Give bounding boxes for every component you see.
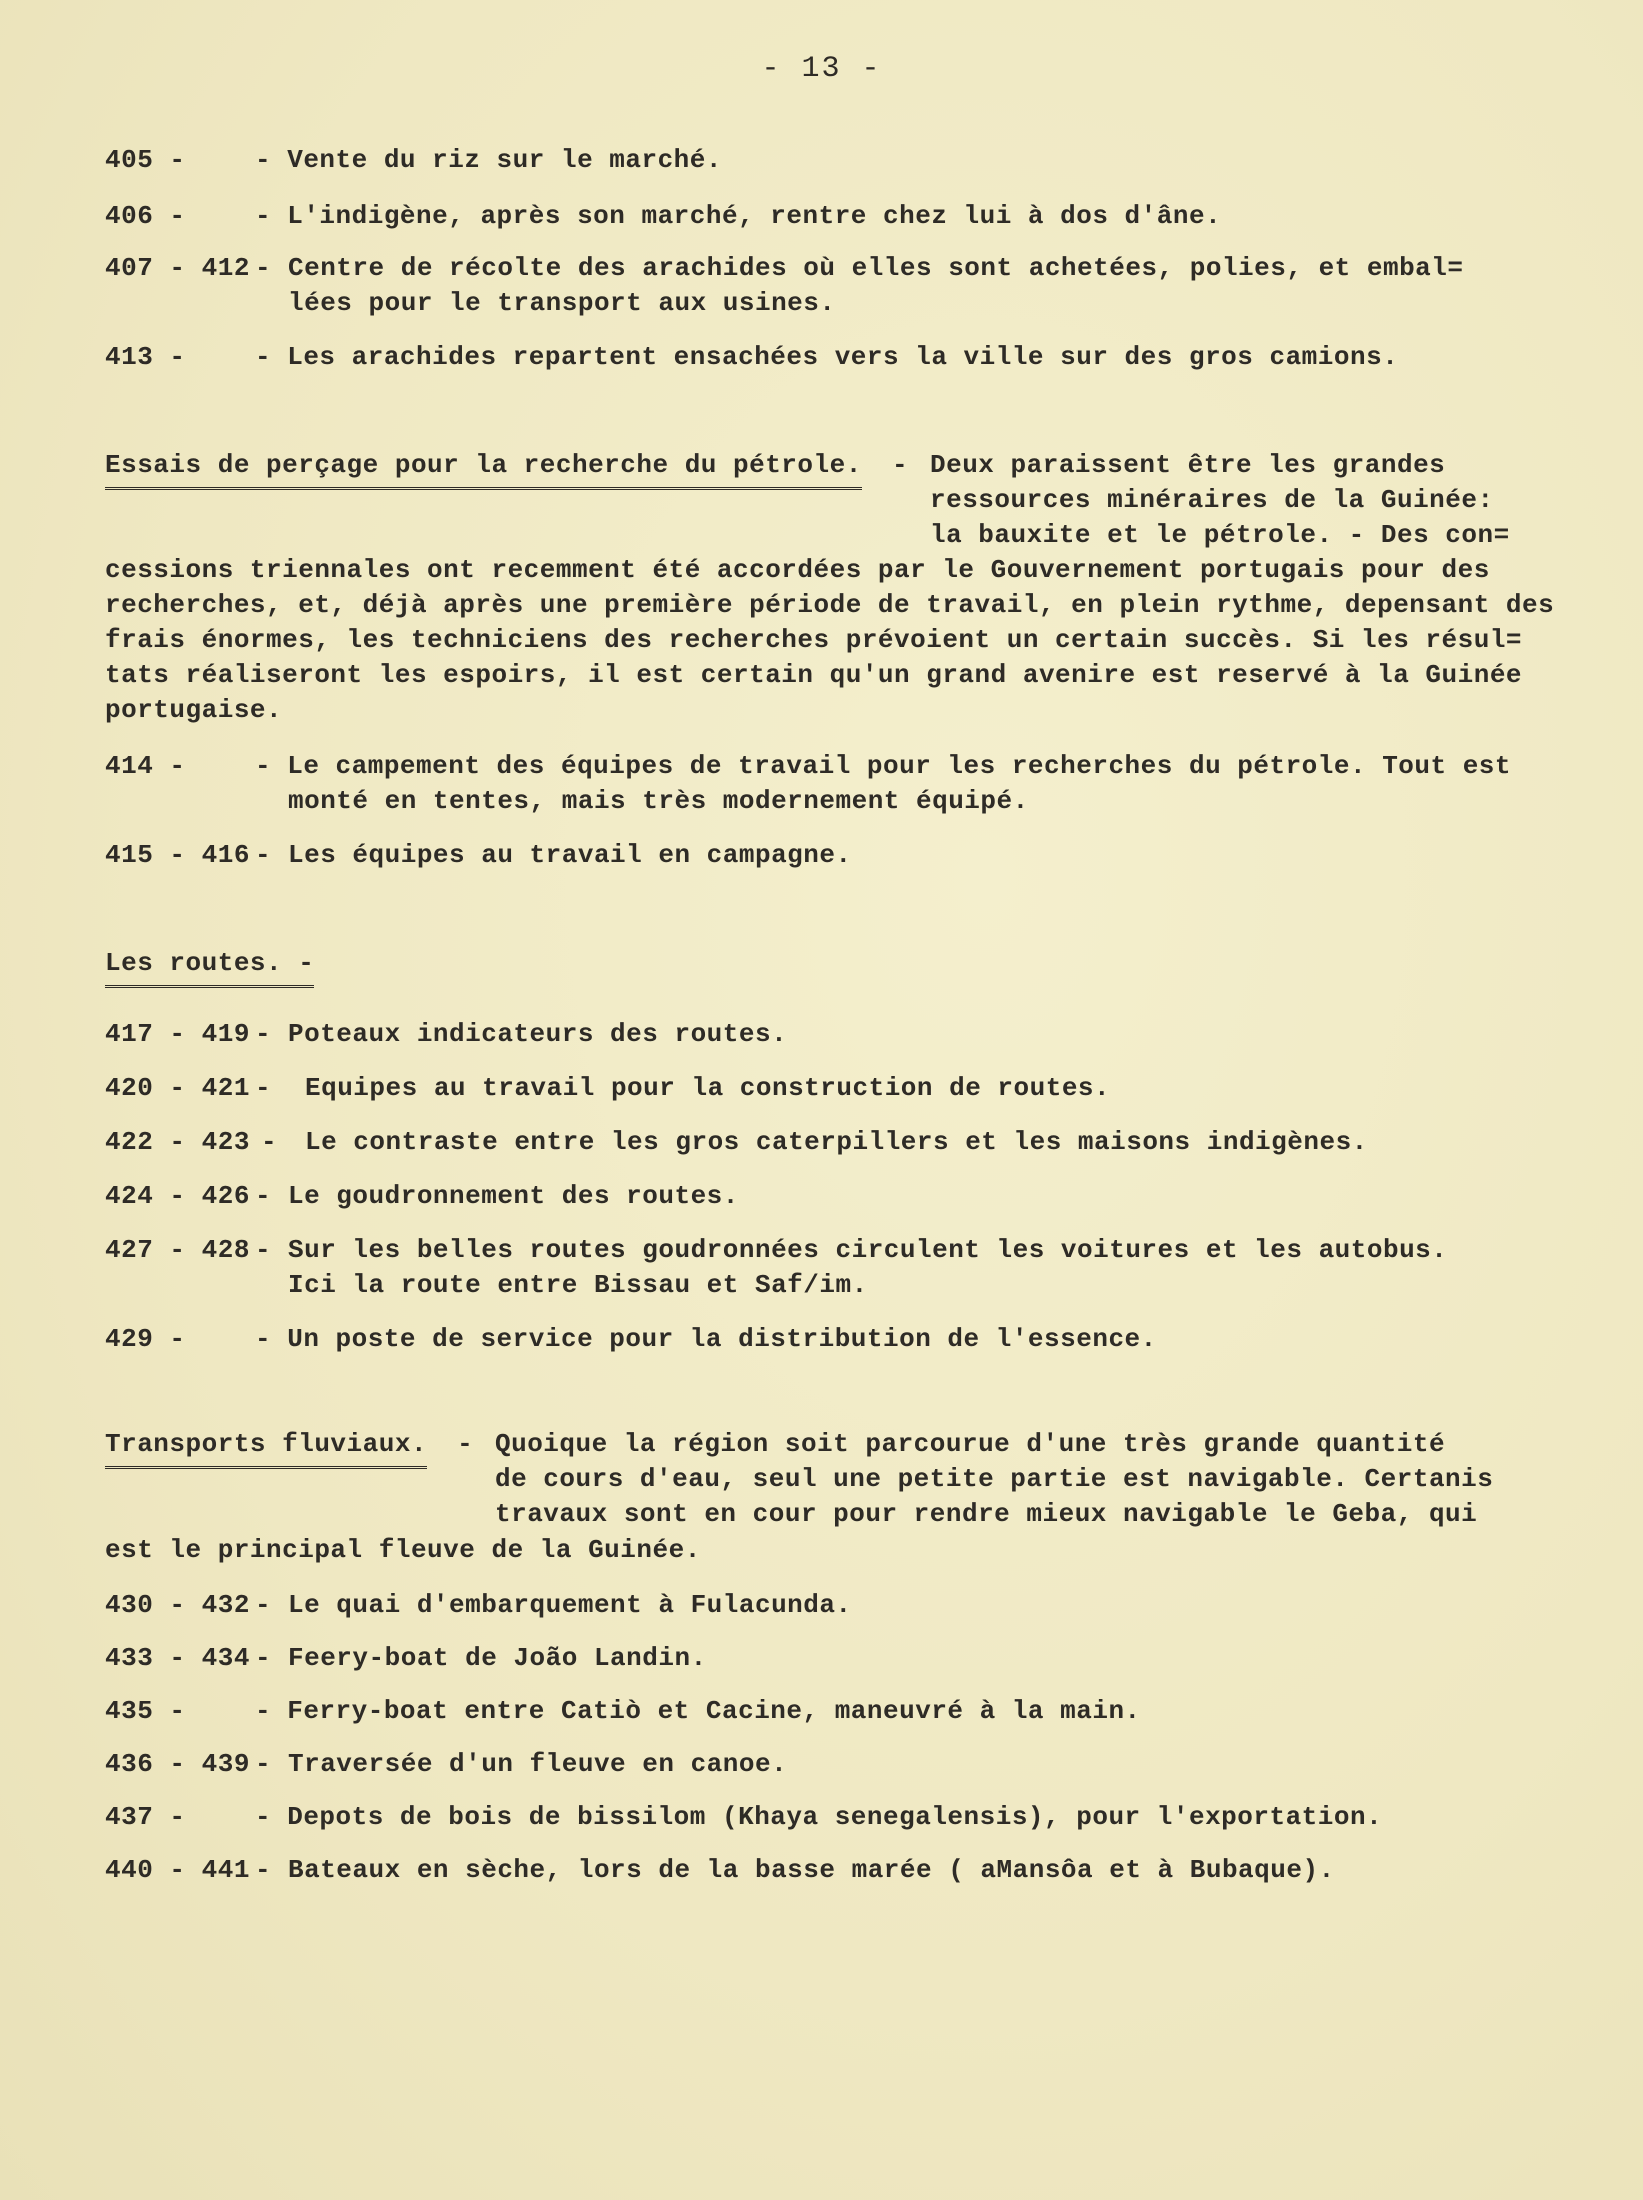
entry-text: Les équipes au travail en campagne.: [288, 840, 852, 870]
entry-number: 420 - 421: [105, 1073, 250, 1103]
list-item: [105, 838, 1525, 918]
list-item: [105, 1233, 1525, 1313]
section-title: Les routes. -: [105, 946, 314, 988]
paragraph-line: Quoique la région soit parcourue d'une très grande quantité: [495, 1429, 1446, 1459]
list-item: [105, 340, 1525, 420]
entry-dash: -: [255, 1643, 272, 1673]
entry-dash: -: [255, 1590, 272, 1620]
list-item: [105, 1853, 1525, 1933]
entry-number: 417 - 419: [105, 1019, 250, 1049]
entry-text-continued: Ici la route entre Bissau et Saf/im.: [288, 1270, 868, 1300]
section-heading-fluviaux: [105, 1427, 473, 1469]
entry-dash: -: [255, 840, 272, 870]
entry-text: - Les arachides repartent ensachées vers la ville sur des gros camions.: [255, 342, 1399, 372]
entry-text: - Ferry-boat entre Catiò et Cacine, maneuvré à la main.: [255, 1696, 1141, 1726]
entry-dash: -: [255, 1855, 272, 1885]
entry-text-continued: lées pour le transport aux usines.: [288, 288, 836, 318]
entry-number: 437 -: [105, 1802, 186, 1832]
entry-text: Equipes au travail pour la construction de routes.: [305, 1073, 1111, 1103]
entry-number: 407 - 412: [105, 253, 250, 283]
section-title: Transports fluviaux.: [105, 1427, 427, 1469]
paragraph-line: cessions triennales ont recemment été accordées par le Gouvernement portugais pour des: [105, 555, 1490, 585]
entry-text: Bateaux en sèche, lors de la basse marée ( aMansôa et à Bubaque).: [288, 1855, 1335, 1885]
list-item: [105, 1322, 1525, 1402]
entry-number: 406 -: [105, 201, 186, 231]
section-title: Essais de perçage pour la recherche du pétrole.: [105, 448, 862, 490]
paragraph-line: est le principal fleuve de la Guinée.: [105, 1535, 701, 1565]
entry-number: 413 -: [105, 342, 186, 372]
entry-number: 430 - 432: [105, 1590, 250, 1620]
paragraph-line: tats réaliseront les espoirs, il est certain qu'un grand avenire est reservé à la Guinée: [105, 660, 1523, 690]
entry-dash: -: [255, 1749, 272, 1779]
entry-text: Le quai d'embarquement à Fulacunda.: [288, 1590, 852, 1620]
entry-text: Traversée d'un fleuve en canoe.: [288, 1749, 788, 1779]
entry-text: Feery-boat de João Landin.: [288, 1643, 707, 1673]
page-number: - 13 -: [761, 52, 882, 86]
entry-number: 422 - 423: [105, 1127, 250, 1157]
entry-dash: -: [261, 1127, 278, 1157]
section-title-dash: -: [457, 1429, 474, 1459]
paragraph-line: ressources minéraires de la Guinée:: [930, 485, 1494, 515]
entry-text: - L'indigène, après son marché, rentre chez lui à dos d'âne.: [255, 201, 1222, 231]
entry-dash: -: [255, 253, 272, 283]
entry-text: Sur les belles routes goudronnées circulent les voitures et les autobus.: [288, 1235, 1448, 1265]
paragraph-line: de cours d'eau, seul une petite partie est navigable. Certanis: [495, 1464, 1494, 1494]
entry-text: Poteaux indicateurs des routes.: [288, 1019, 788, 1049]
section-title-dash: -: [891, 450, 909, 480]
entry-text: - Un poste de service pour la distribution de l'essence.: [255, 1324, 1157, 1354]
section-heading-routes: [105, 946, 314, 988]
entry-number: 405 -: [105, 145, 186, 175]
entry-dash: -: [255, 1235, 272, 1265]
entry-dash: -: [255, 1019, 272, 1049]
entry-dash: -: [255, 1073, 272, 1103]
list-item: [105, 749, 1525, 829]
entry-number: 424 - 426: [105, 1181, 250, 1211]
entry-text-continued: monté en tentes, mais très modernement équipé.: [288, 786, 1029, 816]
entry-text: Le goudronnement des routes.: [288, 1181, 739, 1211]
paragraph-line: la bauxite et le pétrole. - Des con=: [930, 520, 1510, 550]
entry-number: 440 - 441: [105, 1855, 250, 1885]
entry-number: 436 - 439: [105, 1749, 250, 1779]
entry-dash: -: [255, 1181, 272, 1211]
paragraph-line: portugaise.: [105, 695, 283, 725]
paragraph-line: recherches, et, déjà après une première période de travail, en plein rythme, depensant des: [105, 590, 1555, 620]
entry-number: 415 - 416: [105, 840, 250, 870]
entry-number: 435 -: [105, 1696, 186, 1726]
entry-number: 433 - 434: [105, 1643, 250, 1673]
entry-number: 414 -: [105, 751, 186, 781]
entry-number: 427 - 428: [105, 1235, 250, 1265]
entry-text: Centre de récolte des arachides où elles sont achetées, polies, et embal=: [288, 253, 1464, 283]
entry-number: 429 -: [105, 1324, 186, 1354]
entry-text: - Vente du riz sur le marché.: [255, 145, 722, 175]
entry-text: - Le campement des équipes de travail pour les recherches du pétrole. Tout est: [255, 751, 1512, 781]
list-item: [105, 251, 1525, 331]
paragraph-line: frais énormes, les techniciens des recherches prévoient un certain succès. Si les résul=: [105, 625, 1523, 655]
entry-text: - Depots de bois de bissilom (Khaya senegalensis), pour l'exportation.: [255, 1802, 1383, 1832]
entry-text: Le contraste entre les gros caterpillers et les maisons indigènes.: [305, 1127, 1368, 1157]
paragraph-line: Deux paraissent être les grandes: [930, 450, 1446, 480]
section-heading-petrole: [105, 448, 908, 490]
paragraph-line: travaux sont en cour pour rendre mieux navigable le Geba, qui: [495, 1499, 1478, 1529]
